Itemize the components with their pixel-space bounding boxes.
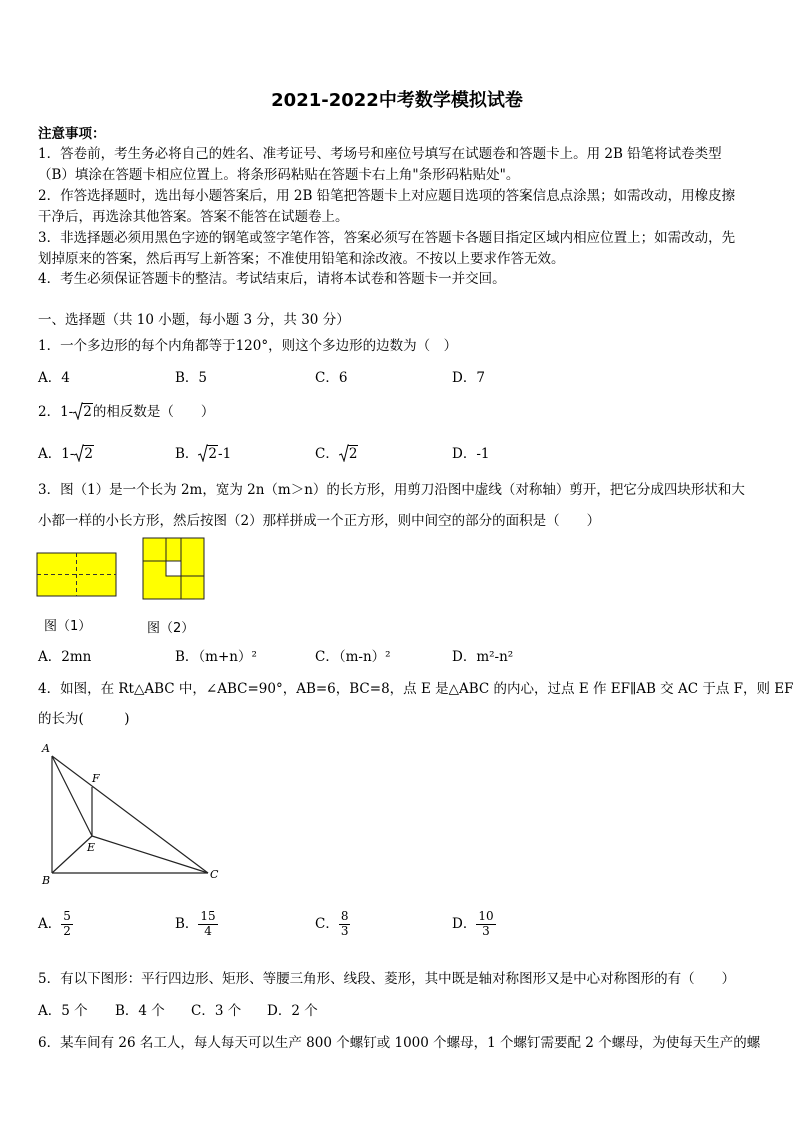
q2-option-b [175,442,231,462]
q2-option-c-label: C． [315,446,339,462]
square-figure-2 [142,537,206,601]
notice-line: 2．作答选择题时，选出每小题答案后，用 2B 铅笔把答题卡上对应题目选项的答案信息点涂黑；如需改动，用橡皮擦 [38,188,736,204]
q5-option-a: A．5 个 [38,1003,88,1019]
q4-option-d [452,910,496,939]
page-title: 2021-2022中考数学模拟试卷 [271,90,523,111]
q1-option-a: A．4 [38,370,70,386]
q2-option-b-radicand: 2 [208,446,218,462]
notice-line: （B）填涂在答题卡相应位置上。将条形码粘贴在答题卡右上角"条形码粘贴处"。 [38,167,520,183]
question-3-stem-line1: 3．图（1）是一个长为 2m，宽为 2n（m＞n）的长方形，用剪刀沿图中虚线（对称轴）剪开，把它分成四块形状和大 [38,482,745,498]
q2-option-a [38,442,94,462]
vertex-label-a: A [42,742,50,755]
fraction [61,910,73,939]
notice-heading: 注意事项： [38,126,106,142]
numerator: 5 [63,909,71,923]
vertex-label-b: B [42,874,51,887]
q5-option-c: C．3 个 [191,1003,242,1019]
q2-option-b-label: B． [175,446,199,462]
q1-option-c: C．6 [315,370,348,386]
sqrt-symbol [198,446,218,462]
q3-option-a: A．2mn [38,649,92,665]
question-4-stem-line1: 4．如图，在 Rt△ABC 中，∠ABC=90°，AB=6，BC=8，点 E 是△ABC 的内心，过点 E 作 EF∥AB 交 AC 于点 F，则 EF [38,681,794,697]
q2-option-d: D．-1 [452,446,490,462]
figure-1-caption: 图（1） [44,619,92,634]
q2-option-c-radicand: 2 [348,446,358,462]
denominator: 2 [63,923,71,938]
notice-line: 干净后，再选涂其他答案。答案不能答在试题卷上。 [38,209,349,225]
rectangle-figure-1 [36,552,118,598]
notice-line: 4．考生必须保证答题卡的整洁。考试结束后，请将本试卷和答题卡一并交回。 [38,271,506,287]
denominator: 3 [340,923,349,938]
section-heading: 一、选择题（共 10 小题，每小题 3 分，共 30 分） [38,312,350,328]
numerator: 15 [200,909,216,923]
q3-option-c: C．（m-n）² [315,649,391,665]
q2-radicand: 2 [83,404,92,420]
q2-prefix: 2．1- [38,404,74,420]
q2-option-b-suffix: -1 [218,446,232,462]
fraction [198,910,217,939]
q4-option-a [38,910,73,939]
denominator: 3 [482,923,490,938]
q4-option-a-label: A． [38,915,62,932]
q2-option-c [315,442,358,462]
q4-option-b [175,910,218,939]
point-label-e: E [87,841,96,854]
question-3-stem-line2: 小都一样的小长方形，然后按图（2）那样拼成一个正方形，则中间空的部分的面积是（ ） [38,513,601,529]
sqrt-symbol [73,404,93,420]
figure-2-caption: 图（2） [147,621,195,636]
q3-option-d: D．m²-n² [452,649,514,665]
q4-option-b-label: B． [175,915,199,932]
point-label-f: F [92,772,100,785]
q4-option-c [315,910,350,939]
fraction [339,910,351,939]
q4-option-c-label: C． [315,915,339,932]
sqrt-symbol [339,446,359,462]
fraction [476,910,495,939]
notice-line: 划掉原来的答案，然后再写上新答案；不准使用铅笔和涂改液。不按以上要求作答无效。 [38,251,565,267]
q1-option-d: D．7 [452,370,485,386]
q5-option-d: D．2 个 [267,1003,318,1019]
notice-line: 3．非选择题必须用黑色字迹的钢笔或签字笔作答，答案必须写在答题卡各题目指定区域内相应位置上；如需改动，先 [38,230,736,246]
sqrt-symbol [74,446,94,462]
triangle-figure [36,740,226,890]
q5-option-b: B．4 个 [115,1003,165,1019]
question-1-stem: 1．一个多边形的每个内角都等于120°，则这个多边形的边数为（ ） [38,338,458,354]
question-6-stem: 6．某车间有 26 名工人，每人每天可以生产 800 个螺钉或 1000 个螺母，1 个螺钉需要配 2 个螺母，为使每天生产的螺 [38,1035,761,1051]
numerator: 8 [340,909,349,923]
q2-option-a-radicand: 2 [84,446,93,462]
question-2-stem [38,400,214,420]
q3-option-b: B．（m+n）² [175,649,257,665]
question-5-stem: 5．有以下图形：平行四边形、矩形、等腰三角形、线段、菱形，其中既是轴对称图形又是中心对称图形的有（ ） [38,971,736,987]
vertex-label-c: C [210,868,219,881]
denominator: 4 [204,923,212,938]
q1-option-b: B．5 [175,370,208,386]
q2-suffix: 的相反数是（ ） [92,404,215,420]
q2-option-a-label: A．1- [38,446,75,462]
q4-option-d-label: D． [452,915,477,932]
notice-line: 1．答卷前，考生务必将自己的姓名、准考证号、考场号和座位号填写在试题卷和答题卡上。用 2B 铅笔将试卷类型 [38,146,722,162]
numerator: 10 [478,909,494,923]
question-4-stem-line2: 的长为( ) [38,711,130,727]
